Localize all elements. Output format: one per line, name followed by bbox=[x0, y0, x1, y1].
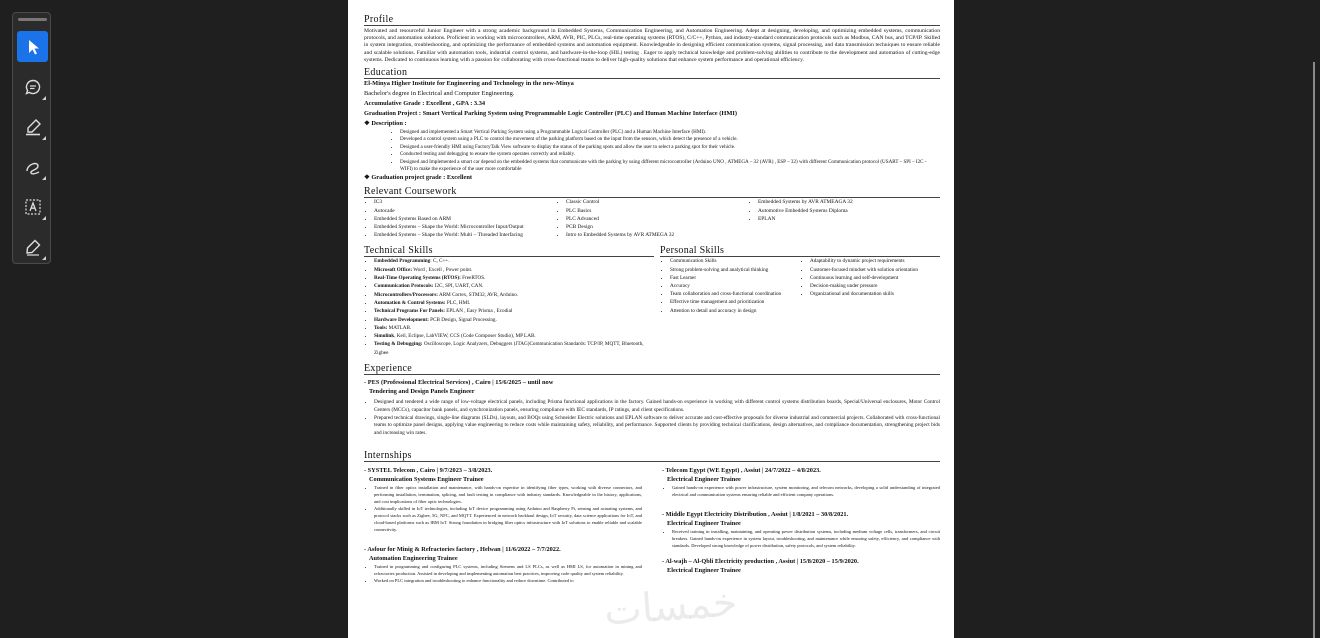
education-degree: Bachelor's degree in Electrical and Computer Engineering. bbox=[364, 90, 515, 98]
experience-title: - PES (Professional Electrical Services) , Cairo | 15/6/2025 – until now bbox=[364, 379, 554, 387]
description-item: • Developed a control system using a PLC to control the movement of the parking platform based on the input from the sensors, which detect the presence of a vehicle. bbox=[400, 136, 940, 143]
course-item: • PCB Design bbox=[566, 223, 748, 231]
text-box-tool-button[interactable] bbox=[17, 191, 48, 222]
sign-tool-button[interactable] bbox=[17, 231, 48, 262]
vertical-scrollbar[interactable] bbox=[1313, 62, 1315, 638]
document-page bbox=[348, 0, 954, 638]
comment-icon bbox=[24, 78, 42, 96]
internship-title: - Al-wajh – Al-Qbli Electricity production , Assiut | 15/8/2020 – 15/9/2020. bbox=[662, 558, 859, 566]
coursework-columns bbox=[364, 198, 940, 239]
skills-section bbox=[364, 242, 940, 357]
course-item: • Embedded Systems by AVR ATMEAGA 32 bbox=[758, 198, 940, 206]
course-item: • IC3 bbox=[374, 198, 556, 206]
internship-role: Automation Engineering Trainee bbox=[369, 555, 458, 563]
draw-tool-button[interactable] bbox=[17, 151, 48, 182]
personal-skill-item: • Effective time management and prioritization bbox=[670, 298, 800, 306]
course-item: • PLC Advanced bbox=[566, 215, 748, 223]
course-item: • PLC Basics bbox=[566, 207, 748, 215]
experience-role: Tendering and Design Panels Engineer bbox=[369, 388, 475, 396]
description-item: • Designed and implemented a Smart Vertical Parking System using a Programmable Logical Controller (PLC) and a Human Machine Interface (HMI). bbox=[400, 129, 940, 136]
internship-role: Electrical Engineer Trainee bbox=[667, 567, 741, 575]
education-project-grade: ❖ Graduation project grade : Excellent bbox=[364, 174, 473, 182]
profile-text: Motivated and resourceful Junior Engineer with a strong academic background in Embedded Systems, Communication Engineering, and Automation Engineering. Adept at designing, developing, and optimizing embedded systems, communication protocols, and automation solutions. Proficient in working with microcontrollers, ARM, AVR, PIC, PLCs, real-time operating systems (RTOS), C/C++, Python, and industry-standard communication protocols such as Modbus, CAN bus, and TCP/IP. Skilled in system integration, troubleshooting, and optimizing the performance of embedded systems and automation equipment. Knowledgeable in designing efficient communication systems, signal processing, and data transmission techniques to ensure reliable and scalable solutions. Familiar with automation tools, industrial control systems, and hardware-in-the-loop (HIL) testing . Eager to apply technical knowledge and problem-solving abilities to contribute to the development and automation of cutting-edge systems. Dedicated to continuous learning with a passion for collaborating with cross-functional teams to deliver high-quality solutions that enhance system performance and operational efficiency. bbox=[364, 28, 940, 63]
highlighter-icon bbox=[24, 118, 42, 136]
internship-title: - Middle Egypt Electricity Distribution , Assiut | 1/8/2021 – 30/8/2021. bbox=[662, 511, 849, 519]
personal-skill-item: • Organizational and documentation skills bbox=[810, 290, 940, 298]
profile-heading: Profile bbox=[364, 14, 940, 26]
internship-role: Electrical Engineer Trainee bbox=[667, 520, 741, 528]
personal-skill-item: • Communication Skills bbox=[670, 257, 800, 265]
internships-heading: Internships bbox=[364, 450, 940, 462]
skill-item: • Microsoft Office: Word , Excell , Power point. bbox=[374, 266, 654, 274]
skill-item: • Microcontrollers/Processors: ARM Cortex, STM32, AVR, Arduino. bbox=[374, 291, 654, 299]
internship-role: Electrical Engineer Trainee bbox=[667, 476, 741, 484]
pen-sign-icon bbox=[24, 238, 42, 256]
description-item: • Designed and Implemented a smart car depend on the embedded systems that communicate with the parking by using different microcontroller (Arduino UNO , ATMEGA – 32 (AVR) , ESP – 32) with different Communication protocol (USART – SPI – I2C - WIFI) to make the experience of the user more comfortable bbox=[400, 159, 940, 174]
internship-item: • Trained in programming and configuring PLC systems, including Siemens and LS PLCs, as well as HMI LS, for automation in mining and refractories production. Assisted in developing and implementing automation best practices, improving code quality and system reliability. bbox=[374, 563, 642, 577]
course-item: • Embedded Systems – Shape the World: Microcontroller Input/Output bbox=[374, 223, 556, 231]
internship-item: • Gained hands-on experience with power infrastructure, system monitoring, and telecom networks, developing a solid understanding of integrated electrical and communication systems ensuring reliable and efficient company operations. bbox=[672, 484, 940, 498]
skill-item: • Embedded Programming: C, C++. bbox=[374, 257, 654, 265]
personal-skill-item: • Strong problem-solving and analytical thinking bbox=[670, 266, 800, 274]
internship-item: • Received training in installing, maintaining, and operating power distribution systems, including medium voltage cells, transformers, and circuit breakers. Gained hands-on experience in system layout, troubleshooting, and maintenance while ensuring safety, efficiency, and compliance with standards. Developed strong knowledge of power distribution, safety protocols, and system reliability. bbox=[672, 528, 940, 549]
coursework-heading: Relevant Coursework bbox=[364, 186, 940, 198]
personal-skill-item: • Fast Learner bbox=[670, 274, 800, 282]
internship-item: • Trained in fiber optics installation and maintenance, with hands-on expertise in identifying fiber types, working with diverse connectors, and performing installation, termination, splicing, and fault testing in compliance with industry standards. Knowledgeable in the history, applications, and cost implications of fiber optic technologies. bbox=[374, 484, 642, 505]
internships-columns bbox=[364, 464, 940, 584]
freehand-draw-icon bbox=[24, 158, 42, 176]
personal-skills bbox=[660, 242, 940, 357]
internship-item: • Additionally skilled in IoT technologies, including IoT device programming using Arduino and Raspberry Pi, sensing and actuating systems, and protocol stacks such as Zigbee, 5G, NFC, and MQTT. Experienced in network backhaul design, IoT security, data science applications for IoT, and cloud-based platforms such as IBM IoT. Strong foundation in bridging fiber optics infrastructure with IoT solutions to enable reliable and scalable connectivity. bbox=[374, 505, 642, 533]
course-item: • Intro to Embedded Systems by AVR ATMEGA 32 bbox=[566, 231, 748, 239]
internship-role: Communication Systems Engineer Trainee bbox=[369, 476, 484, 484]
personal-skill-item: • Attention to detail and accuracy in design bbox=[670, 307, 800, 315]
skill-item: • Testing & Debugging: Oscilloscope, Logic Analyzers, Debuggers (JTAG)Communication Standards: TCP/IP, MQTT, Bluetooth, Zigbee bbox=[374, 340, 654, 357]
internship-item: • Worked on PLC integration and troubleshooting to enhance functionality and reduce downtime. Contributed to bbox=[374, 577, 642, 584]
internship-title: - SYSTEL Telecom , Cairo | 9/7/2023 – 3/8/2023. bbox=[364, 467, 493, 475]
personal-skill-item: • Customer-focused mindset with solution orientation bbox=[810, 266, 940, 274]
technical-skills bbox=[364, 242, 654, 357]
education-project: Graduation Project : Smart Vertical Parking System using Programmable Logic Controller (PLC) and Human Machine Interface (HMI) bbox=[364, 110, 737, 118]
personal-skill-item: • Accuracy bbox=[670, 282, 800, 290]
personal-skills-heading: Personal Skills bbox=[660, 245, 940, 257]
cursor-icon bbox=[24, 38, 42, 56]
internship-title: - Telecom Egypt (WE Egypt) , Assiut | 24/7/2022 – 4/8/2023. bbox=[662, 467, 821, 475]
experience-heading: Experience bbox=[364, 363, 940, 375]
course-item: • Classic Control bbox=[566, 198, 748, 206]
education-grade: Accumulative Grade : Excellent , GPA : 3.34 bbox=[364, 100, 486, 108]
course-item: • Embedded Systems – Shape the World: Multi – Threaded Interfacing bbox=[374, 231, 556, 239]
experience-item: • Designed and tendered a wide range of low-voltage electrical panels, including Prisma functional applications in the factory. Gained hands-on experience in working with different control systems distribution boards, Special/Universal enclosures, Motor Control Centers (MCCs), capacitor bank panels, and synchronization panels, ensuring compliance with IEC standards, IP ratings, and client specifications. bbox=[374, 399, 940, 415]
course-item: • Embedded Systems Based on ARM bbox=[374, 215, 556, 223]
skill-item: • Simulink, Keil, Eclipse, LabVIEW, CCS (Code Composer Studio), MP LAB. bbox=[374, 332, 654, 340]
skill-item: • Real-Time Operating Systems (RTOS): FreeRTOS. bbox=[374, 274, 654, 282]
toolbar-drag-handle[interactable] bbox=[18, 18, 47, 21]
course-item: • EPLAN bbox=[758, 215, 940, 223]
education-institute: El-Minya Higher Institute for Engineering and Technology in the new-Minya bbox=[364, 80, 574, 88]
internship-title: - Asfour for Minig & Refractories factory , Helwan | 11/6/2022 – 7/7/2022. bbox=[364, 546, 561, 554]
text-box-icon bbox=[24, 198, 42, 216]
personal-skill-item: • Adaptability to dynamic project requirements bbox=[810, 257, 940, 265]
education-description-label: ❖ Description : bbox=[364, 120, 407, 128]
description-item: • Designed a user-friendly HMI using FactoryTalk View software to display the status of the parking spots and allow the user to select a parking spot for their vehicle. bbox=[400, 144, 940, 151]
comment-tool-button[interactable] bbox=[17, 71, 48, 102]
experience-item: • Prepared technical drawings, single-line diagrams (SLDs), layouts, and BOQs using Schneider Electric solutions and EPLAN software to deliver accurate and cost-effective proposals for diverse industrial and commercial projects. Collaborated with cross-functional teams to optimize panel designs, applying value engineering to reduce costs while maintaining safety, reliability, and performance. Supported clients by providing technical clarifications, design alternatives, and compliance documentation, strengthening project bids and increasing win rates. bbox=[374, 415, 940, 438]
watermark-logo: خمسات bbox=[602, 579, 739, 635]
skill-item: • Communication Protocols: I2C, SPI, UART, CAN. bbox=[374, 282, 654, 290]
personal-skill-item: • Continuous learning and self-development bbox=[810, 274, 940, 282]
skill-item: • Hardware Development: PCB Design, Signal Processing. bbox=[374, 316, 654, 324]
personal-skill-item: • Team collaboration and cross-functional coordination bbox=[670, 290, 800, 298]
description-item: • Conducted testing and debugging to ensure the system operates correctly and reliably. bbox=[400, 151, 940, 158]
technical-skills-heading: Technical Skills bbox=[364, 245, 654, 257]
highlight-tool-button[interactable] bbox=[17, 111, 48, 142]
personal-skill-item: • Decision-making under pressure bbox=[810, 282, 940, 290]
skill-item: • Technical Programs For Panels: EPLAN , Easy Prisma , Ecodial bbox=[374, 307, 654, 315]
course-item: • Autocade bbox=[374, 207, 556, 215]
annotation-toolbar bbox=[12, 12, 51, 264]
course-item: • Automotive Embedded Systems Diploma bbox=[758, 207, 940, 215]
skill-item: • Tools: MATLAB. bbox=[374, 324, 654, 332]
education-heading: Education bbox=[364, 67, 940, 79]
select-tool-button[interactable] bbox=[17, 31, 48, 62]
skill-item: • Automation & Control Systems: PLC, HMI. bbox=[374, 299, 654, 307]
